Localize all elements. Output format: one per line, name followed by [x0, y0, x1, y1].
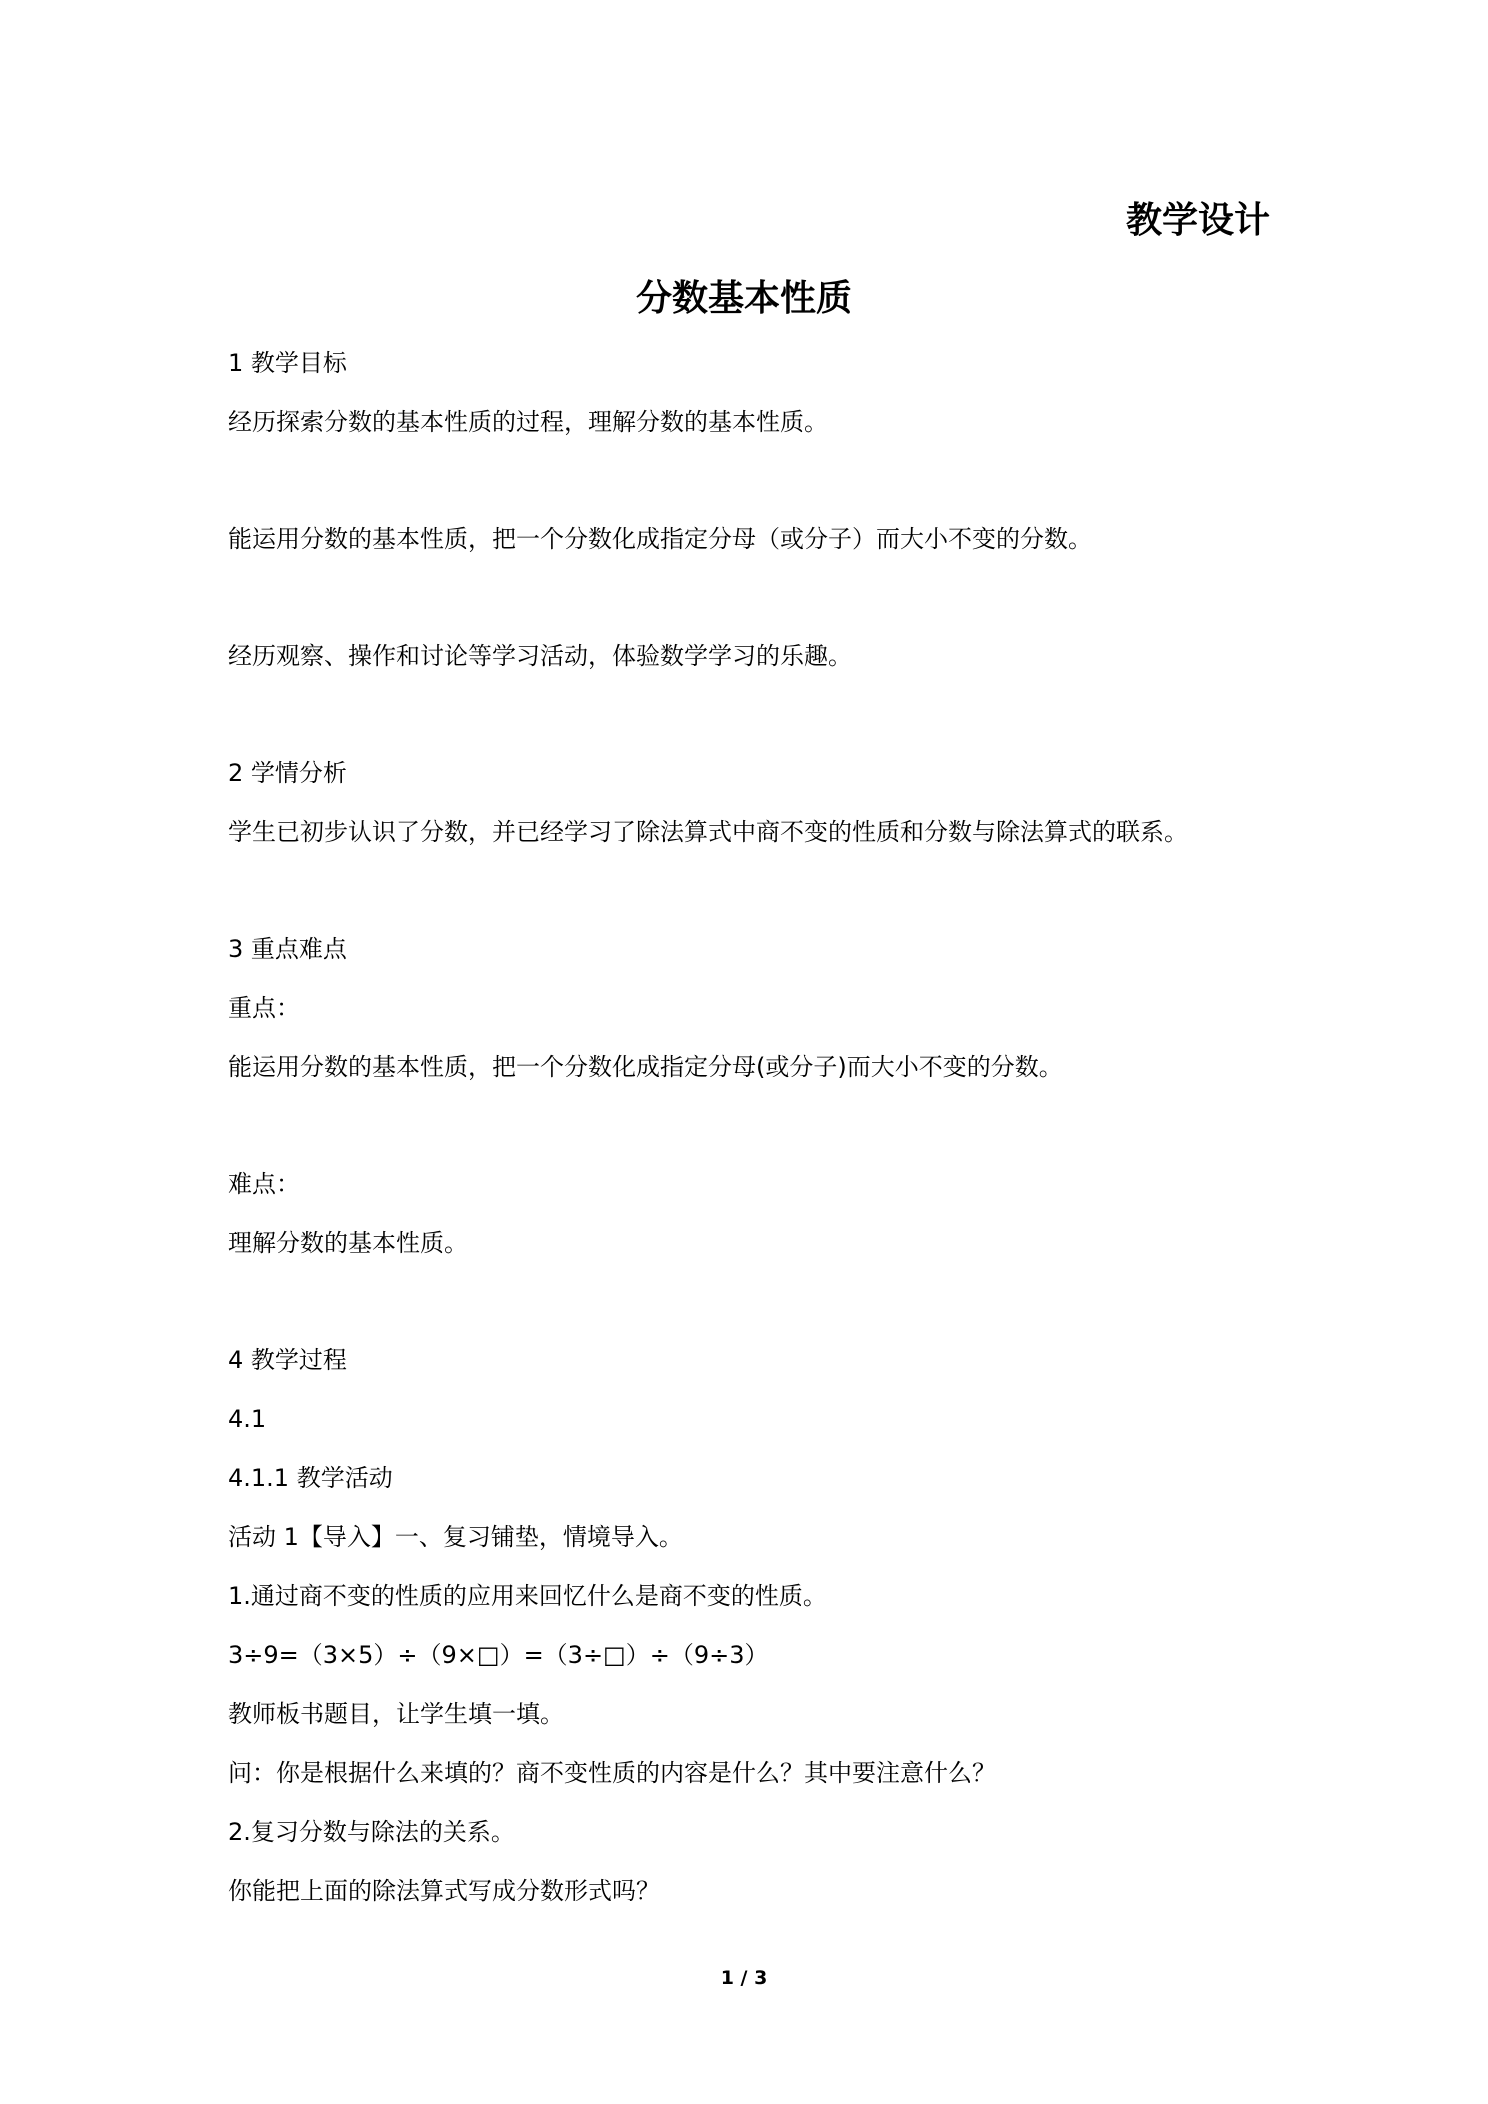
paragraph: 理解分数的基本性质。 — [228, 1229, 468, 1257]
paragraph: 经历探索分数的基本性质的过程，理解分数的基本性质。 — [228, 408, 828, 436]
section-heading-process: 4 教学过程 — [228, 1346, 347, 1374]
label-difficulty: 难点： — [228, 1170, 300, 1198]
section-heading-analysis: 2 学情分析 — [228, 759, 347, 787]
paragraph: 学生已初步认识了分数，并已经学习了除法算式中商不变的性质和分数与除法算式的联系。 — [228, 818, 1188, 846]
subsection-heading: 4.1 — [228, 1405, 267, 1433]
subsection-heading: 4.1.1 教学活动 — [228, 1464, 393, 1492]
paragraph: 能运用分数的基本性质，把一个分数化成指定分母(或分子)而大小不变的分数。 — [228, 1053, 1063, 1081]
paragraph: 教师板书题目，让学生填一填。 — [228, 1700, 564, 1728]
section-heading-objectives: 1 教学目标 — [228, 349, 347, 377]
page-indicator: 1 / 3 — [720, 1967, 768, 1989]
paragraph: 问：你是根据什么来填的？商不变性质的内容是什么？其中要注意什么？ — [228, 1759, 996, 1787]
document-title: 分数基本性质 — [635, 278, 852, 319]
paragraph: 能运用分数的基本性质，把一个分数化成指定分母（或分子）而大小不变的分数。 — [228, 525, 1092, 553]
activity-heading: 活动 1【导入】一、复习铺垫，情境导入。 — [228, 1523, 683, 1551]
math-expression: 3÷9=（3×5）÷（9×□）=（3÷□）÷（9÷3） — [228, 1641, 769, 1669]
header-title: 教学设计 — [1125, 200, 1270, 241]
paragraph: 2.复习分数与除法的关系。 — [228, 1818, 515, 1846]
paragraph: 你能把上面的除法算式写成分数形式吗？ — [228, 1877, 660, 1905]
label-key-point: 重点： — [228, 994, 300, 1022]
paragraph: 1.通过商不变的性质的应用来回忆什么是商不变的性质。 — [228, 1582, 827, 1610]
paragraph: 经历观察、操作和讨论等学习活动，体验数学学习的乐趣。 — [228, 642, 852, 670]
section-heading-key-points: 3 重点难点 — [228, 935, 347, 963]
